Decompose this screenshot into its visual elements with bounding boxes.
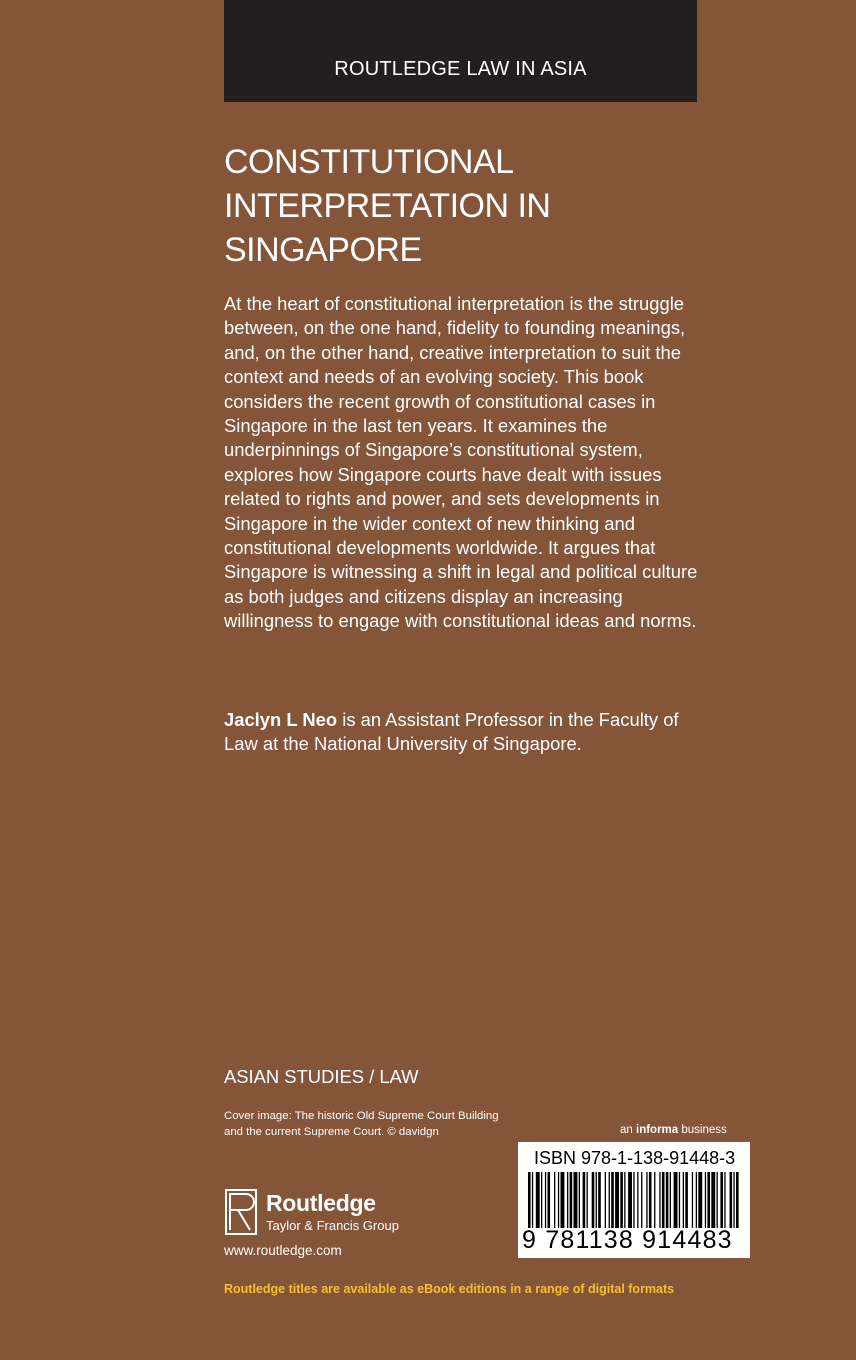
author-name: Jaclyn L Neo [224, 709, 338, 730]
barcode-bar [730, 1172, 733, 1228]
barcode-bar [583, 1172, 586, 1228]
cover-credit [224, 1108, 524, 1140]
barcode-bar [736, 1172, 739, 1228]
barcode-bar [574, 1172, 578, 1228]
barcode-bar [679, 1172, 680, 1228]
barcode-bar [720, 1172, 723, 1228]
barcode-bar [596, 1172, 597, 1228]
barcode-bar [528, 1172, 531, 1228]
routledge-logo [222, 1186, 422, 1242]
barcode-bar [598, 1172, 601, 1228]
barcode-bars [528, 1172, 740, 1228]
barcode-bar [554, 1172, 555, 1228]
barcode-bar [724, 1172, 725, 1228]
barcode-bar [662, 1172, 665, 1228]
publisher-name: Routledge [266, 1190, 376, 1216]
publisher-group: Taylor & Francis Group [266, 1218, 399, 1233]
barcode-bar [692, 1172, 693, 1228]
barcode-bar [717, 1172, 718, 1228]
barcode-box [518, 1142, 750, 1258]
barcode-bar [674, 1172, 678, 1228]
barcode-bar [733, 1172, 734, 1228]
isbn-label: ISBN 978-1-138-91448-3 [534, 1148, 736, 1168]
barcode-bar [532, 1172, 533, 1228]
barcode-bar [541, 1172, 542, 1228]
informa-prefix: an [620, 1124, 636, 1136]
title-line-2: INTERPRETATION IN [224, 187, 551, 225]
barcode-bar [649, 1172, 652, 1228]
barcode-bar [536, 1172, 540, 1228]
barcode-bar [659, 1172, 660, 1228]
barcode-bar [707, 1172, 710, 1228]
informa-brand: informa [636, 1124, 679, 1136]
informa-suffix: business [678, 1124, 727, 1136]
barcode-bar [609, 1172, 610, 1228]
book-blurb: At the heart of constitutional interpretation is the struggle between, on the one hand, fidelity to founding meanings, and, on the other hand, creative interpretation to suit the context and needs of an evolving society. This book considers the recent growth of constitutional cases in Singapore in the last ten years. It examines the underpinnings of Singapore’s constitutional system, explores how Singapore courts have dealt with issues related to rights and power, and sets developments in Singapore in the wider context of new thinking and constitutional developments worldwide. It argues that Singapore is witnessing a shift in legal and political culture as both judges and citizens display an increasing willingness to engage with constitutional ideas and norms. [224, 293, 698, 632]
series-band [224, 0, 697, 102]
barcode-bar [624, 1172, 625, 1228]
title-line-1: CONSTITUTIONAL [224, 143, 514, 181]
barcode-bar [567, 1172, 568, 1228]
barcode-bar [611, 1172, 614, 1228]
barcode-bar [548, 1172, 551, 1228]
publisher-website[interactable]: www.routledge.com [224, 1243, 342, 1258]
barcode-bar [641, 1172, 642, 1228]
barcode-bar [654, 1172, 655, 1228]
cover-credit-line-2: and the current Supreme Court. © davidgn [224, 1126, 439, 1138]
barcode-bar [620, 1172, 623, 1228]
routledge-logo-icon [222, 1186, 262, 1240]
barcode-bar [561, 1172, 565, 1228]
barcode-bar [711, 1172, 715, 1228]
barcode-bar [683, 1172, 684, 1228]
subject-category: ASIAN STUDIES / LAW [224, 1066, 419, 1087]
ebook-note: Routledge titles are available as eBook editions in a range of digital formats [224, 1282, 675, 1296]
barcode-bar [592, 1172, 595, 1228]
series-label: ROUTLEDGE LAW IN ASIA [334, 58, 587, 80]
barcode-bar [698, 1172, 702, 1228]
barcode-bar [605, 1172, 606, 1228]
barcode-bar [633, 1172, 634, 1228]
barcode-bar [587, 1172, 588, 1228]
author-bio-text: is an Assistant Professor in the Faculty of Law at the National University of Singapore. [224, 709, 679, 755]
book-title [224, 140, 694, 272]
barcode-digits: 9 781138 914483 [522, 1226, 733, 1254]
barcode-bar [628, 1172, 632, 1228]
barcode-bar [705, 1172, 706, 1228]
barcode-bar [615, 1172, 619, 1228]
barcode-bar [685, 1172, 688, 1228]
barcode-bar [670, 1172, 671, 1228]
barcode-bar [558, 1172, 559, 1228]
author-bio [224, 708, 694, 757]
barcode-bar [570, 1172, 573, 1228]
title-line-3: SINGAPORE [224, 231, 422, 269]
barcode-bar [637, 1172, 638, 1228]
barcode-bar [666, 1172, 669, 1228]
barcode-bar [646, 1172, 647, 1228]
informa-tagline [620, 1124, 727, 1136]
cover-credit-line-1: Cover image: The historic Old Supreme Court Building [224, 1110, 499, 1122]
barcode-bar [696, 1172, 697, 1228]
barcode-bar [545, 1172, 546, 1228]
barcode-bar [579, 1172, 580, 1228]
